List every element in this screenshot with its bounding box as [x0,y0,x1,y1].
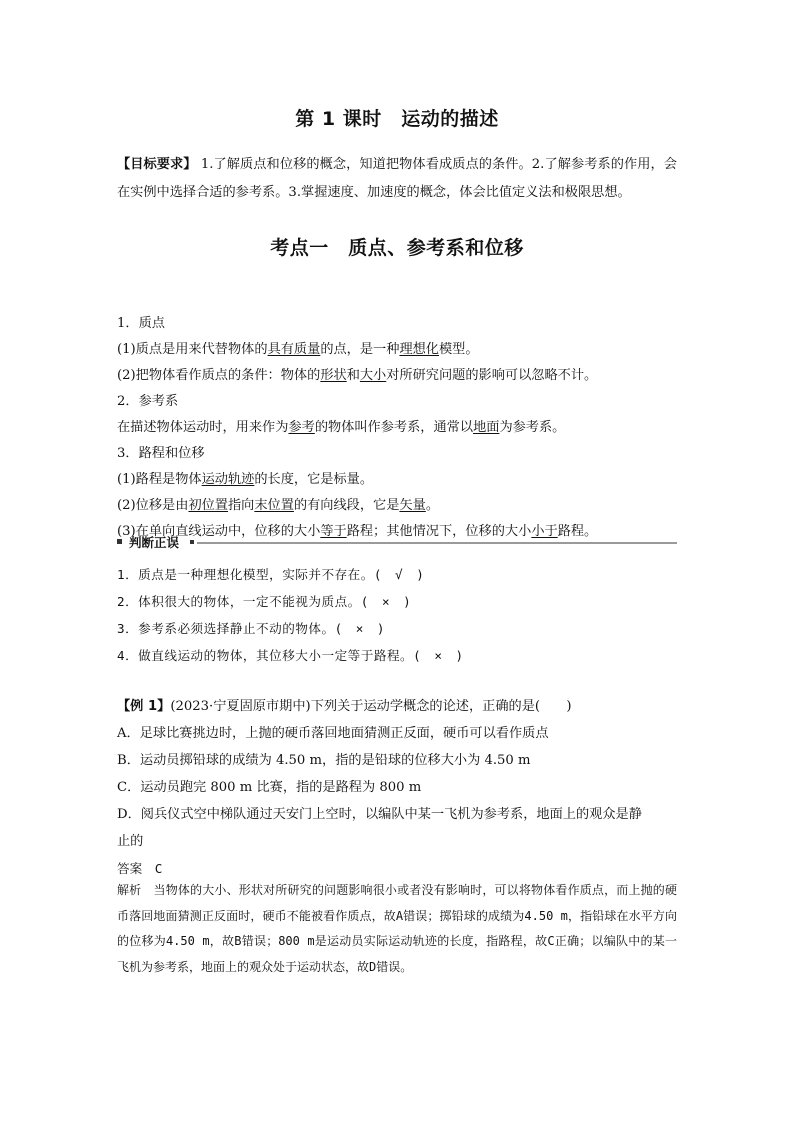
key-term: 初位置 [188,498,228,513]
text: (1)质点是用来代替物体的 [117,342,268,357]
text: 对所研究问题的影响可以忽略不计。 [386,368,598,383]
example-stem [117,693,572,721]
section3-line2 [117,492,439,520]
square-bullet-icon [117,539,122,544]
option-a: A．足球比赛挑边时，上抛的硬币落回地面猜测正反面，硬币可以看作质点 [117,726,549,741]
option-d: D．阅兵仪式空中梯队通过天安门上空时，以编队中某一飞机为参考系，地面上的观众是静 [117,807,642,822]
answer: 答案 C [117,861,163,876]
key-term: 小于 [531,524,558,539]
text: (2)位移是由 [117,498,189,513]
key-term: 具有质量 [267,342,321,357]
text: 为参考系。 [499,420,566,435]
square-bullet-icon [190,540,194,544]
example-question: (2023·宁夏固原市期中)下列关于运动学概念的论述，正确的是( ) [170,699,572,714]
text: 。 [425,498,439,513]
section1-heading: 1．质点 [117,316,165,331]
section2-heading: 2．参考系 [117,394,179,409]
key-term: 末位置 [254,498,294,513]
text: 路程；其他情况下，位移的大小 [346,524,532,539]
judge-item: 2．体积很大的物体，一定不能视为质点。( × ) [117,594,412,609]
judge-item: 4．做直线运动的物体，其位移大小一定等于路程。( × ) [117,648,464,663]
explanation: 解析 当物体的大小、形状对所研究的问题影响很小或者没有影响时，可以将物体看作质点，而上抛的硬币落回地面猜测正反面时，硬币不能被看作质点，故A错误；掷铅球的成绩为4.50 m，指铅球在水平方向的位移为4.50 m，故B错误；800 m是运动员实际运动轨迹的长度，指路程，故C正确；以编队中的某一飞机为参考系，地面上的观众处于运动状态，故D错误。 [117,883,677,974]
text: 模型。 [439,342,479,357]
key-term: 形状 [320,368,347,383]
option-d-continued: 止的 [117,834,144,849]
text: 指向 [228,498,255,513]
divider [197,542,677,544]
text: 的物体叫作参考系，通常以 [314,420,474,435]
example-tag: 【例 1】 [117,699,171,714]
section3-heading: 3．路程和位移 [117,446,205,461]
key-term: 矢量 [399,498,426,513]
text: 的有向线段，它是 [293,498,400,513]
judge-section-bar [117,534,677,552]
key-term: 运动轨迹 [201,472,255,487]
section2-line [117,414,565,442]
text: (1)路程是物体 [117,472,202,487]
key-term: 大小 [359,368,387,383]
option-b: B．运动员掷铅球的成绩为 4.50 m，指的是铅球的位移大小为 4.50 m [117,753,531,768]
text: 路程。 [557,524,598,539]
section1-line1 [117,336,479,364]
key-term: 参考 [288,420,315,435]
section-title: 考点一 质点、参考系和位移 [270,237,524,259]
option-c: C．运动员跑完 800 m 比赛，指的是路程为 800 m [117,780,422,795]
text: (2)把物体看作质点的条件：物体的 [117,368,321,383]
judge-item: 1．质点是一种理想化模型，实际并不存在。( √ ) [117,567,425,582]
text: 的点，是一种 [320,342,400,357]
section1-line2 [117,362,597,390]
text: 的长度，它是标量。 [254,472,374,487]
text: 在描述物体运动时，用来作为 [117,420,289,435]
section3-line1 [117,466,373,494]
text: (3)在单向直线运动中，位移的大小 [117,524,321,539]
key-term: 地面 [473,420,500,435]
judge-section-label: 判断正误 [129,535,180,550]
learning-goals [117,151,677,207]
goal-text: 1.了解质点和位移的概念，知道把物体看成质点的条件。2.了解参考系的作用，会在实例中选择合适的参考系。3.掌握速度、加速度的概念，体会比值定义法和极限思想。 [117,157,677,200]
key-term: 等于 [320,524,347,539]
goal-tag: 【目标要求】 [117,157,197,172]
judge-item: 3．参考系必须选择静止不动的物体。( × ) [117,621,386,636]
text: 和 [346,368,360,383]
page-title: 第 1 课时 运动的描述 [295,108,499,130]
key-term: 理想化 [399,342,439,357]
